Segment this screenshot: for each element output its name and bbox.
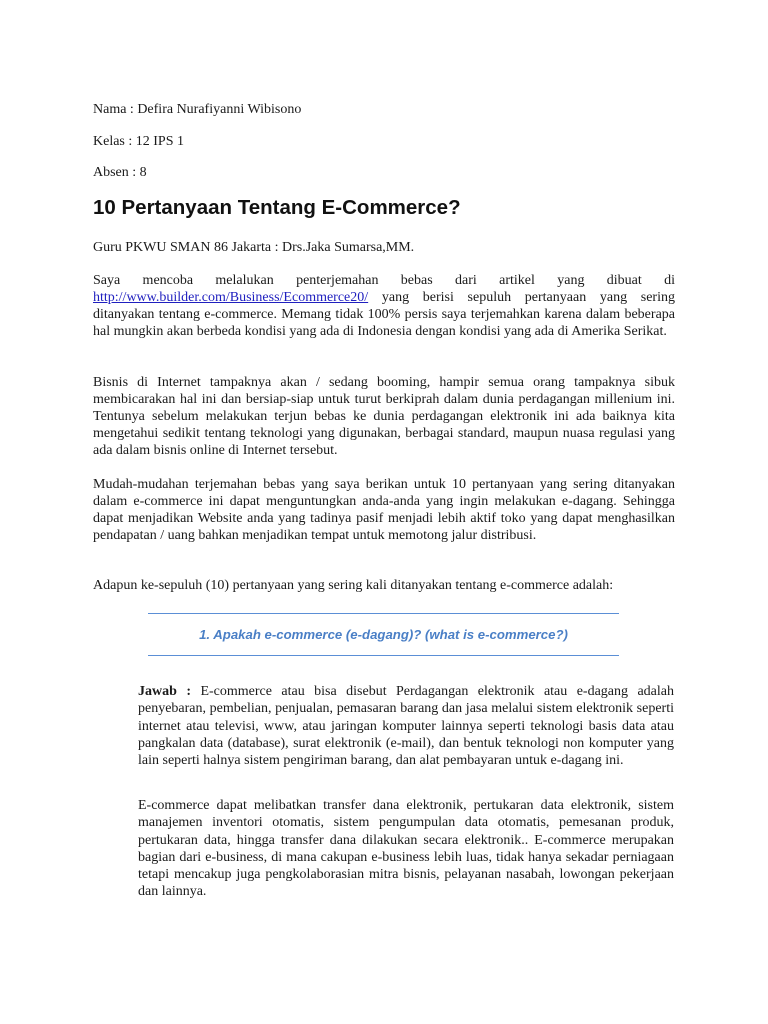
answer-1-paragraph-2: E-commerce dapat melibatkan transfer dana elektronik, pertukaran data elektronik, sistem manajemen inventori otomatis, sistem pengumpulan data otomatis, pemesanan produk, pertukaran data, hingga transfer dana dilakukan secara elektronik.. E-commerce merupakan bagian dari e-business, di mana cakupan e-business lebih luas, tidak hanya sekadar perniagaan tetapi mencakup juga pengkolaborasian mitra bisnis, pelayanan nasabah, lowongan pekerjaan dan lainnya. xyxy=(138,798,674,900)
teacher-line: Guru PKWU SMAN 86 Jakarta : Drs.Jaka Sumarsa,MM. xyxy=(93,240,415,255)
answer-label: Jawab : xyxy=(138,684,191,699)
student-number: Absen : 8 xyxy=(93,165,147,180)
paragraph-3: Mudah-mudahan terjemahan bebas yang saya berikan untuk 10 pertanyaan yang sering ditanyakan dalam e-commerce ini dapat menguntungkan anda-anda yang ingin melakukan e-dagang. Sehingga dapat menjadikan Website anda yang tadinya pasif menjadi lebih aktif toko yang dapat menghasilkan pendapatan / uang bahkan menjadikan tempat untuk memotong jalur distribusi. xyxy=(93,477,675,544)
intro-before-link: Saya mencoba melalukan penterjemahan bebas dari artikel yang dibuat di xyxy=(93,273,675,288)
answer-1-text: E-commerce atau bisa disebut Perdagangan elektronik atau e-dagang adalah penyebaran, pembelian, penjualan, pemasaran barang dan jasa melalui sistem elektronik seperti internet atau televisi, www, atau jaringan komputer lainnya seperti teknologi basis data atau pangkalan data (database), surat elektronik (e-mail), dan bentuk teknologi non komputer yang lain seperti halnya sistem pengiriman barang, dan alat pembayaran untuk e-dagang ini. xyxy=(138,684,674,769)
student-name: Nama : Defira Nurafiyanni Wibisono xyxy=(93,102,302,117)
source-link[interactable]: http://www.builder.com/Business/Ecommerce20/ xyxy=(93,290,369,306)
question-1-title: 1. Apakah e-commerce (e-dagang)? (what is e-commerce?) xyxy=(199,627,568,642)
intro-paragraph xyxy=(93,272,675,340)
page-title: 10 Pertanyaan Tentang E-Commerce? xyxy=(93,196,461,219)
answer-1-paragraph-1 xyxy=(138,683,674,769)
question-top-rule xyxy=(148,613,619,614)
student-class: Kelas : 12 IPS 1 xyxy=(93,134,184,149)
intro-after-link: yang berisi sepuluh pertanyaan yang sering ditanyakan tentang e-commerce. Memang tidak 100% persis saya terjemahkan karena dalam beberapa hal mungkin akan berbeda kondisi yang ada di Indonesia dengan kondisi yang ada di Amerika Serikat. xyxy=(93,290,675,340)
paragraph-2: Bisnis di Internet tampaknya akan / sedang booming, hampir semua orang tampaknya sibuk membicarakan hal ini dan bersiap-siap untuk turut berkiprah dalam dunia perdagangan millenium ini. Tentunya sebelum melakukan terjun bebas ke dunia perdagangan elektronik ini ada baiknya kita mengetahui sedikit tentang teknologi yang digunakan, berbagai standard, maupun nuasa regulasi yang ada dalam bisnis online di Internet tersebut. xyxy=(93,375,675,459)
paragraph-4: Adapun ke-sepuluh (10) pertanyaan yang sering kali ditanyakan tentang e-commerce adalah: xyxy=(93,578,614,593)
question-bottom-rule xyxy=(148,655,619,656)
